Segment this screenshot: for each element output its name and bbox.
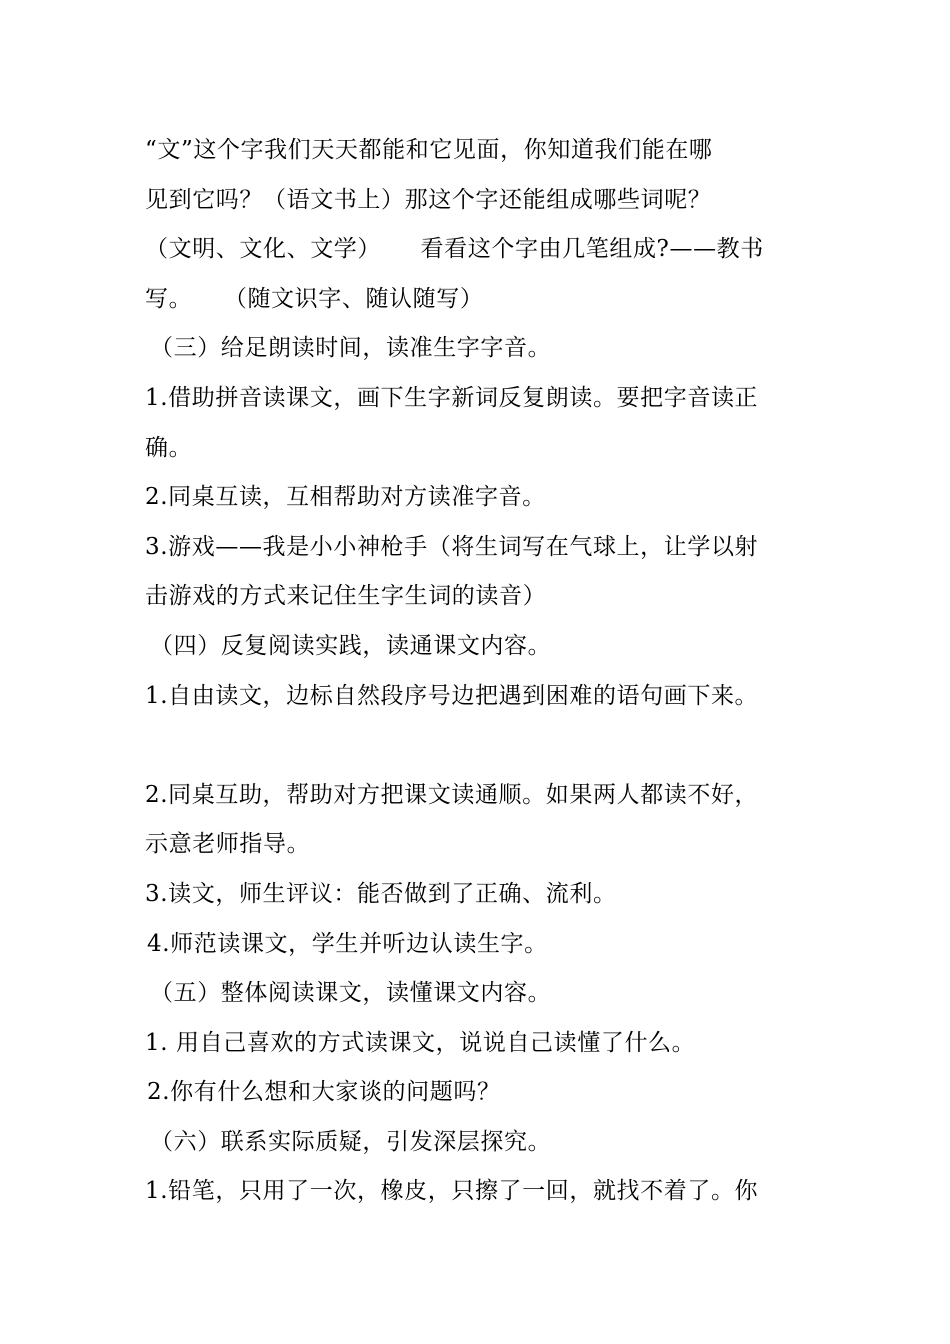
list-item: 2.同桌互助，帮助对方把课文读通顺。如果两人都读不好， bbox=[145, 781, 759, 808]
paragraph-line: 确。 bbox=[145, 434, 193, 461]
list-item: 2.同桌互读，互相帮助对方读准字音。 bbox=[145, 484, 546, 511]
list-item: 3.读文，师生评议：能否做到了正确、流利。 bbox=[145, 880, 617, 907]
blank-line bbox=[145, 721, 815, 771]
section-heading: （四）反复阅读实践，读通课文内容。 bbox=[150, 632, 552, 659]
section-heading: （三）给足朗读时间，读准生字字音。 bbox=[150, 335, 552, 362]
list-item: 1.铅笔，只用了一次，橡皮，只擦了一回，就找不着了。你 bbox=[145, 1178, 759, 1205]
list-item: 1. 用自己喜欢的方式读课文，说说自己读懂了什么。 bbox=[145, 1029, 696, 1056]
list-item: 1.借助拼音读课文，画下生字新词反复朗读。要把字音读正 bbox=[145, 384, 759, 411]
paragraph-line: 示意老师指导。 bbox=[145, 831, 311, 858]
section-heading: （五）整体阅读课文，读懂课文内容。 bbox=[150, 980, 552, 1007]
list-item: 4.师范读课文，学生并听边认读生字。 bbox=[147, 930, 548, 957]
body-text bbox=[145, 126, 815, 1217]
paragraph-line: （文明、文化、文学） 看看这个字由几笔组成?——教书 bbox=[145, 236, 764, 263]
paragraph-line: 击游戏的方式来记住生字生词的读音） bbox=[145, 583, 547, 610]
list-item: 2.你有什么想和大家谈的问题吗？ bbox=[147, 1079, 501, 1106]
paragraph-line: “文”这个字我们天天都能和它见面，你知道我们能在哪 bbox=[145, 137, 713, 163]
list-item: 1.自由读文，边标自然段序号边把遇到困难的语句画下来。 bbox=[145, 682, 759, 709]
list-item: 3.游戏——我是小小神枪手（将生词写在气球上，让学以射 bbox=[145, 533, 759, 560]
paragraph-line: 写。 （随文识字、随认随写） bbox=[145, 285, 484, 312]
paragraph-line: 见到它吗？（语文书上）那这个字还能组成哪些词呢？ bbox=[145, 186, 712, 213]
section-heading: （六）联系实际质疑，引发深层探究。 bbox=[150, 1128, 552, 1155]
